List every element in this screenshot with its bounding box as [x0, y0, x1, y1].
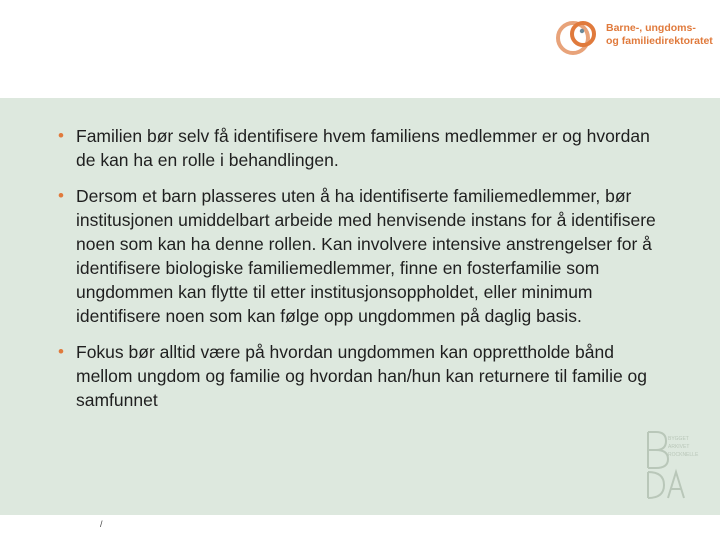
watermark-line: BYGGET	[668, 436, 689, 442]
slide-header	[0, 0, 720, 98]
bullet-item	[56, 184, 666, 328]
content-panel	[0, 98, 720, 515]
bullet-list	[56, 124, 666, 424]
bullet-text: Familien bør selv få identifisere hvem familiens medlemmer er og hvordan de kan ha en rolle i behandlingen.	[76, 126, 650, 170]
watermark-line: ROCKNELLE	[668, 452, 699, 458]
watermark-line: ARKIVET	[668, 444, 690, 450]
slide-footer	[0, 515, 720, 540]
bullet-dot-icon: •	[58, 342, 64, 361]
bullet-text: Fokus bør alltid være på hvordan ungdommen kan opprettholde bånd mellom ungdom og familie og hvordan han/hun kan returnere til familie og samfunnet	[76, 342, 648, 410]
logo-line-1: Barne-, ungdoms-	[606, 22, 696, 34]
footer-mark: /	[100, 519, 103, 529]
bullet-item	[56, 124, 666, 172]
bra-watermark-logo-icon	[642, 428, 712, 500]
logo-line-2: og familiedirektoratet	[606, 35, 713, 47]
logo-wordmark	[606, 22, 713, 48]
bullet-dot-icon: •	[58, 186, 64, 205]
bullet-item	[56, 340, 666, 412]
bullet-text: Dersom et barn plasseres uten å ha identifiserte familiemedlemmer, bør institusjonen umiddelbart arbeide med henvisende instans for å identifisere noen som kan ha denne rollen. Kan involvere intensive anstrengelser for å identifisere biologiske familiemedlemmer, finne en fosterfamilie som ungdommen kan flytte til etter institusjonsoppholdet, eller minimum identifisere noen som kan følge opp ungdommen på daglig basis.	[76, 186, 656, 326]
bullet-dot-icon: •	[58, 126, 64, 145]
